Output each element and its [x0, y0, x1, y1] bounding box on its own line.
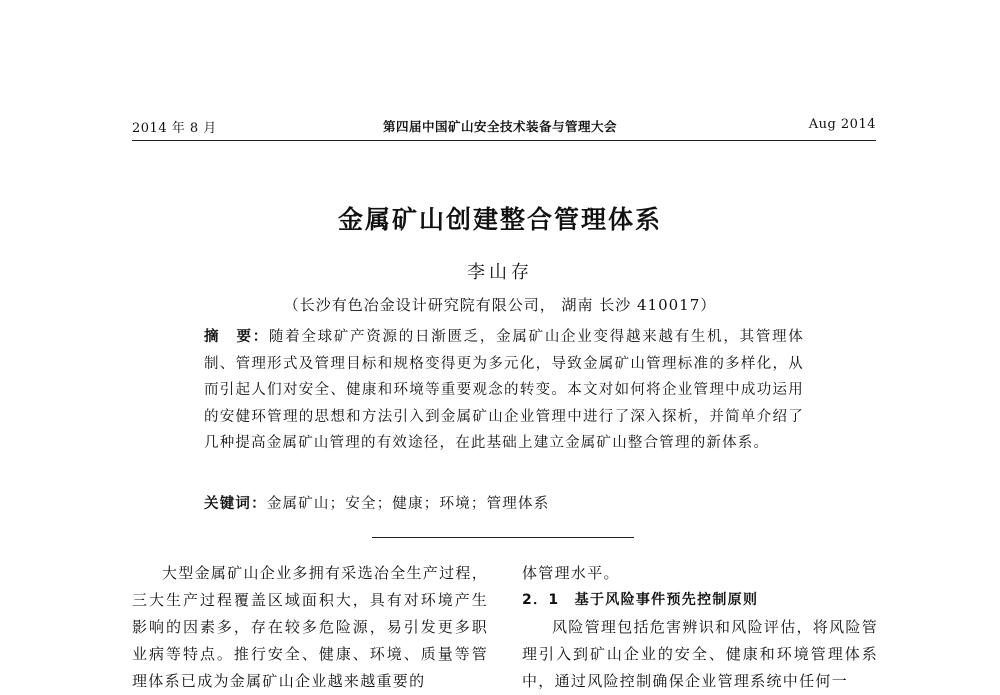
header-date-en: Aug 2014	[808, 117, 876, 132]
header-date: 2014 年 8 月	[132, 121, 217, 136]
abstract-label: 摘 要：	[204, 329, 269, 345]
abstract	[204, 324, 804, 457]
abstract-text: 随着全球矿产资源的日渐匮乏，金属矿山企业变得越来越有生机，其管理体制、管理形式及管理目标和规格变得更为多元化，导致金属矿山管理标准的多样化，从而引起人们对安全、健康和环境等重要观念的转变。本文对如何将企业管理中成功运用的安健环管理的思想和方法引入到金属矿山企业管理中进行了深入探析，并简单介绍了几种提高金属矿山管理的有效途径，在此基础上建立金属矿山整合管理的新体系。	[204, 329, 804, 451]
affiliation: （长沙有色冶金设计研究院有限公司， 湖南 长沙 410017）	[283, 296, 717, 314]
section-heading: 2．1 基于风险事件预先控制原则	[522, 592, 759, 608]
body-right-column	[522, 560, 878, 695]
separator-rule	[372, 537, 634, 538]
right-column-paragraph: 风险管理包括危害辨识和风险评估，将风险管理引入到矿山企业的安全、健康和环境管理体系中，通过风险控制确保企业管理系统中任何一	[522, 618, 879, 690]
body-left-column: 大型金属矿山企业多拥有采选冶全生产过程，三大生产过程覆盖区域面积大，具有对环境产生影响的因素多，存在较多危险源，易引发更多职业病等特点。推行安全、健康、环境、质量等管理体系已成为金属矿山企业越来越重要的	[132, 564, 489, 690]
author: 李山存	[467, 262, 533, 283]
header-rule	[132, 140, 876, 141]
right-column-continuation: 体管理水平。	[522, 564, 620, 582]
keywords-text: 金属矿山；安全；健康；环境；管理体系	[266, 496, 550, 512]
keywords-label: 关键词：	[204, 496, 267, 512]
paper-title: 金属矿山创建整合管理体系	[337, 205, 662, 234]
header-conference: 第四届中国矿山安全技术装备与管理大会	[382, 119, 617, 134]
keywords	[204, 492, 804, 513]
